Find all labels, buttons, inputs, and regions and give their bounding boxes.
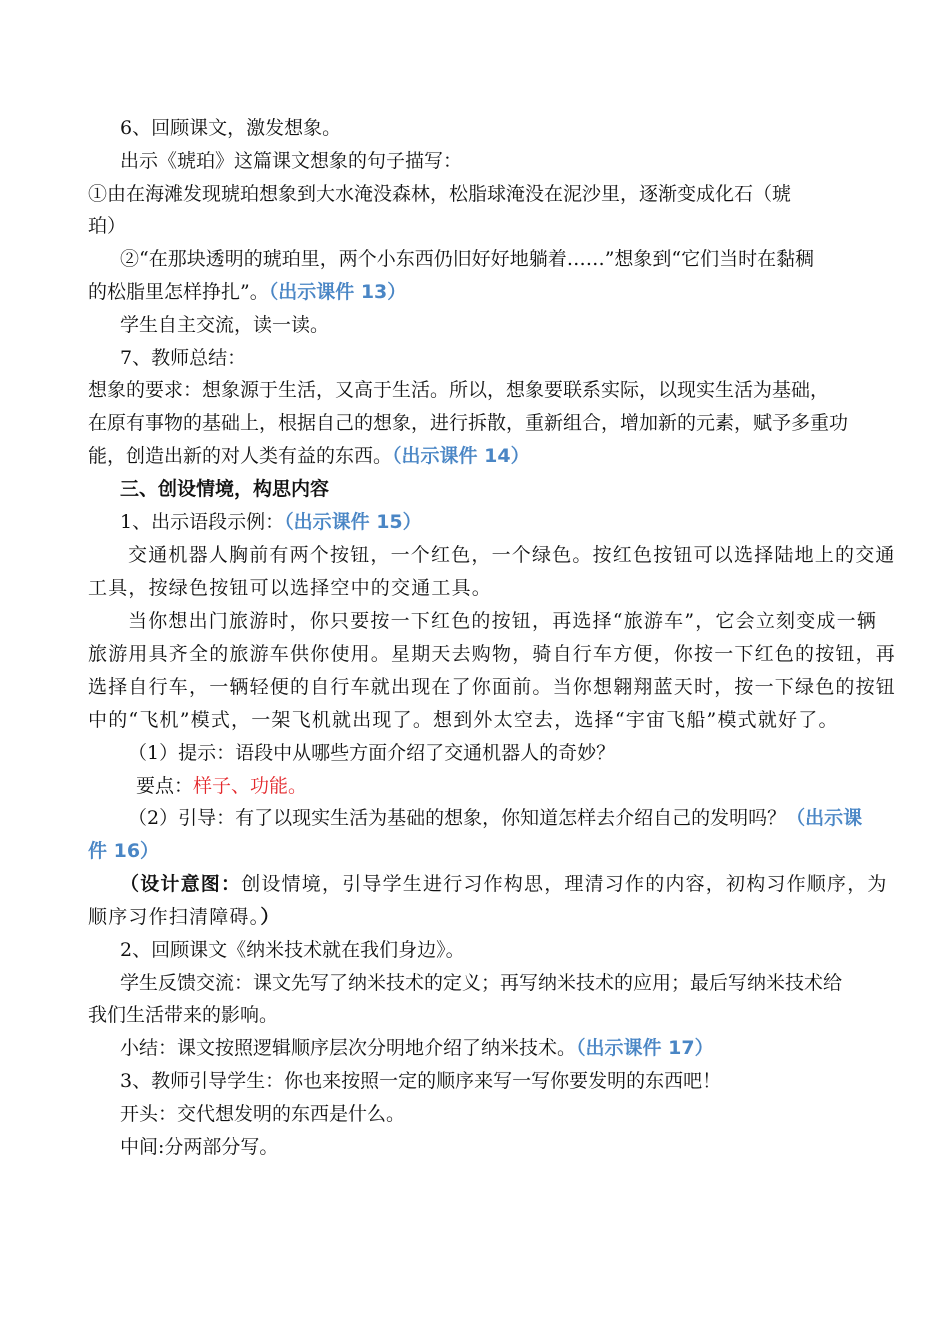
example-paragraph-line: 工具，按绿色按钮可以选择空中的交通工具。 bbox=[88, 577, 493, 599]
text-segment: ） bbox=[260, 906, 281, 928]
text-segment: （2）引导：有了以现实生活为基础的想象，你知道怎样去介绍自己的发明吗？ bbox=[128, 807, 787, 829]
text-line: 中间:分两部分写。 bbox=[120, 1136, 279, 1158]
courseware-tag: 件 16） bbox=[88, 840, 160, 862]
text-line bbox=[120, 509, 422, 535]
key-points: 样子、功能。 bbox=[193, 775, 308, 797]
courseware-tag: （出示课件 17） bbox=[576, 1037, 714, 1059]
design-intent-line bbox=[88, 904, 281, 930]
text-segment: 1、出示语段示例： bbox=[120, 511, 285, 533]
courseware-tag: （出示课件 14） bbox=[392, 445, 530, 467]
text-line: 学生自主交流，读一读。 bbox=[120, 314, 330, 336]
guide-line bbox=[128, 805, 862, 831]
example-paragraph-line: 选择自行车，一辆轻便的自行车就出现在了你面前。当你想翱翔蓝天时，按一下绿色的按钮 bbox=[88, 676, 897, 698]
text-line: 3、教师引导学生：你也来按照一定的顺序来写一写你要发明的东西吧！ bbox=[120, 1070, 722, 1092]
courseware-tag: （出示课件 15） bbox=[284, 511, 422, 533]
text-line: 出示《琥珀》这篇课文想象的句子描写： bbox=[120, 150, 463, 172]
example-paragraph-line: 中的“飞机”模式，一架飞机就出现了。想到外太空去，选择“宇宙飞船”模式就好了。 bbox=[88, 709, 839, 731]
text-line: ②“在那块透明的琥珀里，两个小东西仍旧好好地躺着……”想象到“它们当时在黏稠 bbox=[120, 248, 815, 270]
step-6-heading: 6、回顾课文，激发想象。 bbox=[120, 117, 342, 139]
design-intent-label: （设计意图： bbox=[120, 873, 242, 895]
text-segment: 的松脂里怎样挣扎”。 bbox=[88, 281, 269, 303]
text-line bbox=[88, 443, 530, 469]
text-line: 想象的要求：想象源于生活，又高于生活。所以，想象要联系实际，以现实生活为基础， bbox=[88, 379, 830, 401]
text-line bbox=[88, 279, 406, 305]
text-segment: 顺序习作扫清障碍。 bbox=[88, 906, 261, 928]
example-paragraph-line: 交通机器人胸前有两个按钮，一个红色，一个绿色。按红色按钮可以选择陆地上的交通 bbox=[128, 544, 896, 566]
section-3-heading: 三、创设情境，构思内容 bbox=[120, 478, 330, 500]
key-points-line bbox=[136, 773, 307, 799]
design-intent-line bbox=[120, 871, 888, 897]
text-line bbox=[120, 1035, 714, 1061]
text-segment: 要点： bbox=[136, 775, 194, 797]
courseware-tag: （出示课 bbox=[786, 807, 863, 829]
text-line: 开头：交代想发明的东西是什么。 bbox=[120, 1103, 406, 1125]
text-line: 珀） bbox=[88, 215, 127, 237]
text-segment: 小结：课文按照逻辑顺序层次分明地介绍了纳米技术。 bbox=[120, 1037, 577, 1059]
text-segment: 能，创造出新的对人类有益的东西。 bbox=[88, 445, 393, 467]
courseware-tag: （出示课件 13） bbox=[268, 281, 407, 303]
text-line: 学生反馈交流：课文先写了纳米技术的定义；再写纳米技术的应用；最后写纳米技术给 bbox=[120, 972, 843, 994]
prompt-line: （1）提示：语段中从哪些方面介绍了交通机器人的奇妙？ bbox=[128, 742, 616, 764]
example-paragraph-line: 当你想出门旅游时，你只要按一下红色的按钮，再选择“旅游车”，它会立刻变成一辆 bbox=[128, 610, 878, 632]
text-line: 我们生活带来的影响。 bbox=[88, 1004, 279, 1026]
text-segment: 创设情境，引导学生进行习作构思，理清习作的内容，初构习作顺序，为 bbox=[241, 873, 888, 895]
step-7-heading: 7、教师总结： bbox=[120, 347, 247, 369]
text-line: 2、回顾课文《纳米技术就在我们身边》。 bbox=[120, 939, 465, 961]
text-line: 在原有事物的基础上，根据自己的想象，进行拆散，重新组合，增加新的元素，赋予多重功 bbox=[88, 412, 849, 434]
example-paragraph-line: 旅游用具齐全的旅游车供你使用。星期天去购物，骑自行车方便，你按一下红色的按钮，再 bbox=[88, 643, 897, 665]
text-line: ①由在海滩发现琥珀想象到大水淹没森林，松脂球淹没在泥沙里，逐渐变成化石（琥 bbox=[88, 183, 792, 205]
